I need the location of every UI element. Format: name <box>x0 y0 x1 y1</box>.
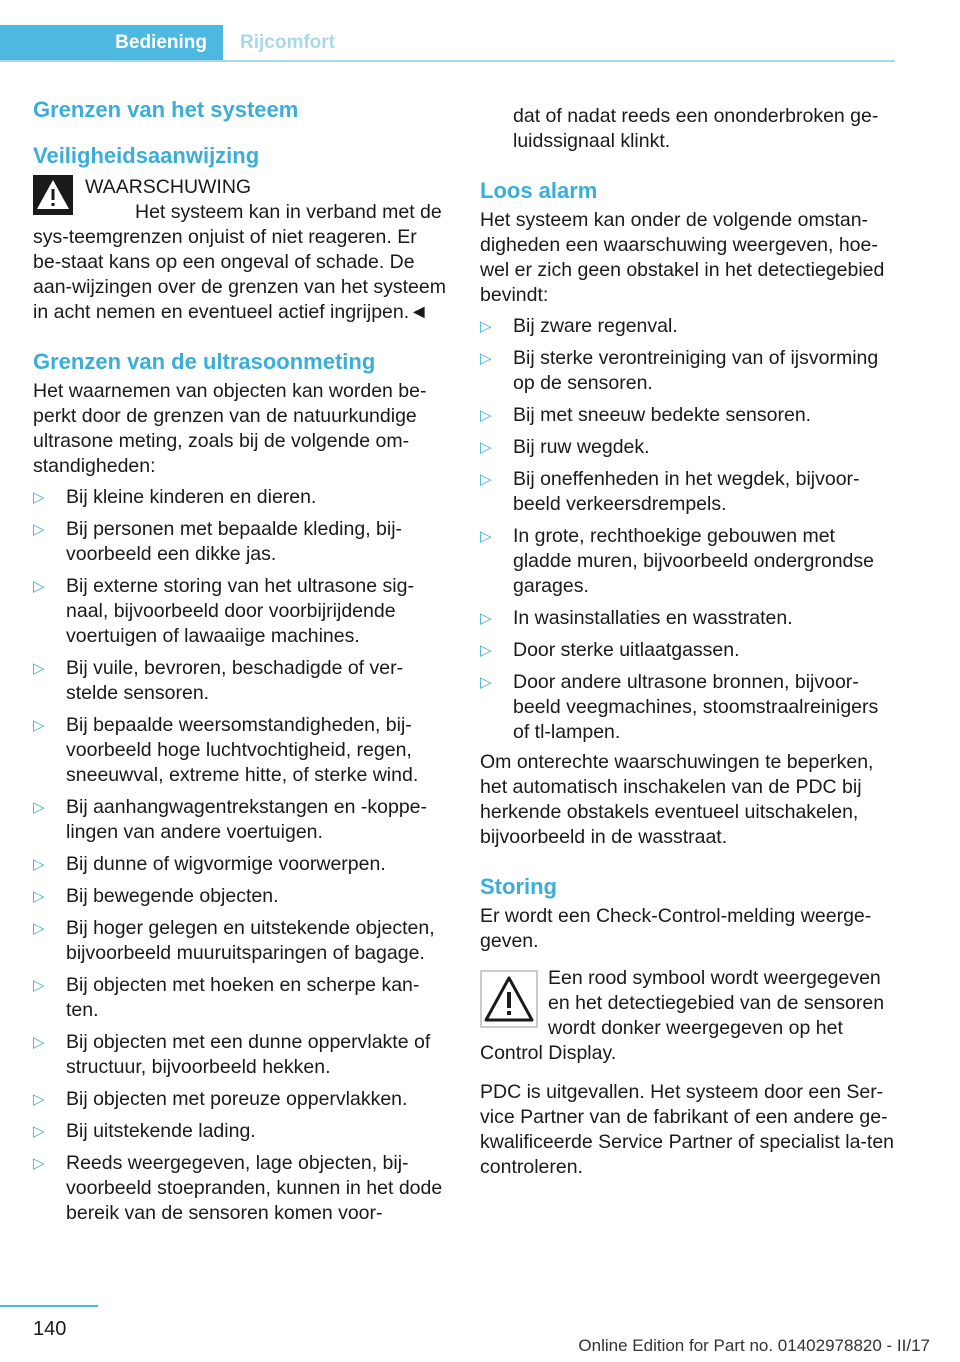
bullet-triangle-icon: ▷ <box>480 528 492 545</box>
bullet-triangle-icon: ▷ <box>480 318 492 335</box>
fault-symbol-text: Een rood symbool wordt weergegeven en het detectiegebied van de sensoren wordt donker weergegeven op het Control Display. <box>480 967 885 1064</box>
list-item <box>33 1119 448 1144</box>
warning-label: WAARSCHUWING <box>85 176 252 198</box>
list-item-text: Bij objecten met poreuze oppervlakken. <box>66 1088 408 1110</box>
bullet-triangle-icon: ▷ <box>480 439 492 456</box>
list-item <box>33 1151 448 1226</box>
list-item <box>33 713 448 788</box>
list-item <box>33 852 448 877</box>
fault-outro: PDC is uitgevallen. Het systeem door een Ser-vice Partner van de fabrikant of een andere ge-kwalificeerde Service Partner of specialist la-ten controleren. <box>480 1081 895 1178</box>
list-item <box>480 670 895 745</box>
tab-bediening[interactable]: Bediening <box>0 25 223 61</box>
list-item-text: Bij ruw wegdek. <box>513 436 650 458</box>
footer-divider <box>0 1305 98 1307</box>
bullet-triangle-icon: ▷ <box>33 977 45 994</box>
list-item-text: Bij vuile, bevroren, beschadigde of ver-stelde sensoren. <box>66 657 404 704</box>
fault-symbol-block <box>480 966 895 1066</box>
list-item <box>33 1087 448 1112</box>
section-heading: Grenzen van het systeem <box>33 97 299 122</box>
ultrasonic-subheading: Grenzen van de ultrasoonmeting <box>33 349 376 374</box>
list-item-text: Reeds weergegeven, lage objecten, bij-voorbeeld stoepranden, kunnen in het dode bereik van de sensoren komen voor- <box>66 1152 443 1224</box>
list-item-text: Bij met sneeuw bedekte sensoren. <box>513 404 812 426</box>
bullet-triangle-icon: ▷ <box>33 1091 45 1108</box>
list-item-text: Door sterke uitlaatgassen. <box>513 639 740 661</box>
page-number: 140 <box>33 1318 67 1340</box>
bullet-triangle-icon: ▷ <box>33 521 45 538</box>
bullet-triangle-icon: ▷ <box>33 1123 45 1140</box>
list-item <box>480 467 895 517</box>
list-item-text: Bij sterke verontreiniging van of ijsvorming op de sensoren. <box>513 347 879 394</box>
list-item-text: Bij objecten met hoeken en scherpe kan-ten. <box>66 974 420 1021</box>
list-item-text: Bij kleine kinderen en dieren. <box>66 486 317 508</box>
list-item <box>33 795 448 845</box>
bullet-triangle-icon: ▷ <box>33 1155 45 1172</box>
bullet-triangle-icon: ▷ <box>33 888 45 905</box>
list-item <box>33 916 448 966</box>
bullet-triangle-icon: ▷ <box>480 610 492 627</box>
warning-triangle-icon <box>480 970 538 1028</box>
list-item-text: Bij hoger gelegen en uitstekende objecten, bijvoorbeeld muuruitsparingen of bagage. <box>66 917 435 964</box>
list-item-text: Bij personen met bepaalde kleding, bij-voorbeeld een dikke jas. <box>66 518 403 565</box>
list-item-text: Bij zware regenval. <box>513 315 678 337</box>
warning-block <box>33 175 448 325</box>
false-alarm-outro: Om onterechte waarschuwingen te beperken, het automatisch inschakelen van de PDC bij herkende obstakels eventueel uitschakelen, bijvoorbeeld in de wasstraat. <box>480 751 874 848</box>
ultrasonic-intro: Het waarnemen van objecten kan worden be-perkt door de grenzen van de natuurkundige ultrasone meting, zoals bij de volgende om-standigheden: <box>33 380 427 477</box>
false-alarm-heading: Loos alarm <box>480 178 598 203</box>
list-item-text: Bij oneffenheden in het wegdek, bijvoor-beeld verkeersdrempels. <box>513 468 860 515</box>
list-item-text: In wasinstallaties en wasstraten. <box>513 607 793 629</box>
list-item <box>33 485 448 510</box>
list-item-text: Bij bepaalde weersomstandigheden, bij-voorbeeld hoge luchtvochtigheid, regen, sneeuwval, extreme hitte, of sterke wind. <box>66 714 419 786</box>
bullet-triangle-icon: ▷ <box>480 674 492 691</box>
fault-intro: Er wordt een Check-Control-melding weerge-geven. <box>480 905 872 952</box>
bullet-triangle-icon: ▷ <box>480 350 492 367</box>
list-item <box>33 517 448 567</box>
header-divider <box>0 60 895 62</box>
bullet-triangle-icon: ▷ <box>33 1034 45 1051</box>
bullet-triangle-icon: ▷ <box>33 799 45 816</box>
fault-heading: Storing <box>480 874 557 899</box>
edition-footer: Online Edition for Part no. 01402978820 - II/17 <box>578 1336 930 1355</box>
list-item-text: Bij uitstekende lading. <box>66 1120 256 1142</box>
right-column <box>480 104 895 1180</box>
list-item <box>33 1030 448 1080</box>
list-item <box>480 346 895 396</box>
list-item <box>33 973 448 1023</box>
ultrasonic-limits-list <box>33 485 448 1226</box>
warning-triangle-icon <box>33 175 73 215</box>
continuation-text: dat of nadat reeds een ononderbroken ge-luidssignaal klinkt. <box>513 105 879 152</box>
bullet-triangle-icon: ▷ <box>33 660 45 677</box>
list-item-text: Bij dunne of wigvormige voorwerpen. <box>66 853 386 875</box>
false-alarm-intro: Het systeem kan onder de volgende omstan-digheden een waarschuwing weergeven, hoe-wel er zich geen obstakel in het detectiegebied bevindt: <box>480 209 885 306</box>
bullet-triangle-icon: ▷ <box>33 578 45 595</box>
list-item <box>480 435 895 460</box>
list-item-text: Bij externe storing van het ultrasone sig-naal, bijvoorbeeld door voorbijrijdende voertuigen of lawaaiige machines. <box>66 575 414 647</box>
list-item <box>480 606 895 631</box>
left-column <box>33 95 448 1233</box>
false-alarm-list <box>480 314 895 745</box>
bullet-triangle-icon: ▷ <box>480 407 492 424</box>
tab-rijcomfort[interactable]: Rijcomfort <box>240 32 335 53</box>
bullet-triangle-icon: ▷ <box>33 717 45 734</box>
list-item-text: Door andere ultrasone bronnen, bijvoor-beeld veegmachines, stoomstraalreinigers of tl-lampen. <box>513 671 879 743</box>
list-item-text: Bij bewegende objecten. <box>66 885 279 907</box>
list-item <box>480 403 895 428</box>
bullet-triangle-icon: ▷ <box>480 642 492 659</box>
bullet-triangle-icon: ▷ <box>33 856 45 873</box>
bullet-triangle-icon: ▷ <box>33 489 45 506</box>
list-item <box>33 574 448 649</box>
list-item <box>480 638 895 663</box>
list-item-text: Bij aanhangwagentrekstangen en -koppe-lingen van andere voertuigen. <box>66 796 428 843</box>
list-item-text: Bij objecten met een dunne oppervlakte of structuur, bijvoorbeeld hekken. <box>66 1031 431 1078</box>
safety-subheading: Veiligheidsaanwijzing <box>33 143 260 168</box>
bullet-triangle-icon: ▷ <box>480 471 492 488</box>
list-item <box>480 314 895 339</box>
bullet-triangle-icon: ▷ <box>33 920 45 937</box>
warning-text: Het systeem kan in verband met de sys-teemgrenzen onjuist of niet reageren. Er be-staat kans op een ongeval of schade. De aan-wijzingen over de grenzen van het systeem in acht nemen en eventueel actief ingrijpen.◄ <box>33 201 446 323</box>
list-item-text: In grote, rechthoekige gebouwen met gladde muren, bijvoorbeeld ondergrondse garages. <box>513 525 874 597</box>
list-item <box>480 524 895 599</box>
list-item <box>33 656 448 706</box>
list-item <box>33 884 448 909</box>
page-header <box>0 0 960 62</box>
